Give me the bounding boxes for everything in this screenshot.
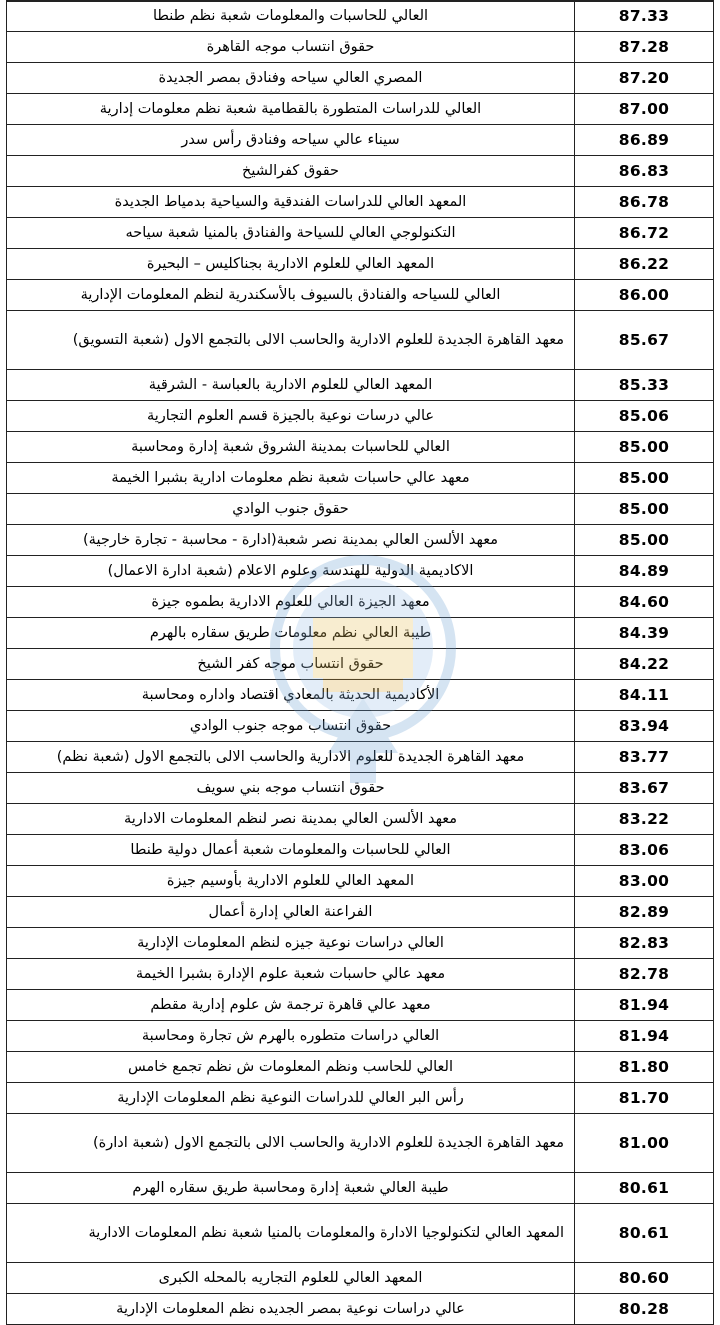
institute-name-cell: معهد القاهرة الجديدة للعلوم الادارية والحاسب الالى بالتجمع الاول (شعبة التسويق) [7, 311, 575, 370]
institute-name-cell: حقوق كفرالشيخ [7, 156, 575, 187]
institute-name-cell: عالي درسات نوعية بالجيزة قسم العلوم التجارية [7, 401, 575, 432]
score-cell: 85.00 [575, 432, 714, 463]
table-row [7, 1021, 714, 1052]
institute-name-cell: سيناء عالي سياحه وفنادق رأس سدر [7, 125, 575, 156]
score-cell: 83.06 [575, 835, 714, 866]
institute-name-cell: عالي دراسات نوعية بمصر الجديده نظم المعلومات الإدارية [7, 1294, 575, 1325]
table-row [7, 649, 714, 680]
institute-name-cell: العالي للحاسبات والمعلومات شعبة أعمال دولية طنطا [7, 835, 575, 866]
institute-name-cell: معهد عالي قاهرة ترجمة ش علوم إدارية مقطم [7, 990, 575, 1021]
score-cell: 81.94 [575, 1021, 714, 1052]
score-cell: 85.33 [575, 370, 714, 401]
score-cell: 80.28 [575, 1294, 714, 1325]
results-table-body [7, 1, 714, 1325]
table-row [7, 959, 714, 990]
table-row [7, 125, 714, 156]
table-row [7, 32, 714, 63]
score-cell: 83.94 [575, 711, 714, 742]
table-row [7, 63, 714, 94]
institute-name-cell: التكنولوجي العالي للسياحة والفنادق بالمنيا شعبة سياحه [7, 218, 575, 249]
table-row [7, 711, 714, 742]
table-row [7, 463, 714, 494]
table-row [7, 618, 714, 649]
table-row [7, 1083, 714, 1114]
institute-name-cell: العالي للحاسبات بمدينة الشروق شعبة إدارة ومحاسبة [7, 432, 575, 463]
institute-name-cell: معهد الألسن العالي بمدينة نصر لنظم المعلومات الادارية [7, 804, 575, 835]
institute-name-cell: حقوق انتساب موجه جنوب الوادي [7, 711, 575, 742]
table-row [7, 1263, 714, 1294]
table-row [7, 1, 714, 32]
score-cell: 85.00 [575, 494, 714, 525]
score-cell: 81.70 [575, 1083, 714, 1114]
table-row [7, 494, 714, 525]
table-row [7, 773, 714, 804]
table-row [7, 525, 714, 556]
table-row [7, 187, 714, 218]
institute-name-cell: العالي للحاسب ونظم المعلومات ش نظم تجمع خامس [7, 1052, 575, 1083]
score-cell: 82.89 [575, 897, 714, 928]
table-row [7, 432, 714, 463]
score-cell: 86.22 [575, 249, 714, 280]
score-cell: 80.61 [575, 1204, 714, 1263]
table-row [7, 1294, 714, 1325]
score-cell: 80.60 [575, 1263, 714, 1294]
score-cell: 85.00 [575, 525, 714, 556]
institute-name-cell: المعهد العالي لتكنولوجيا الادارة والمعلومات بالمنيا شعبة نظم المعلومات الادارية [7, 1204, 575, 1263]
table-row [7, 370, 714, 401]
table-row [7, 680, 714, 711]
institute-name-cell: حقوق جنوب الوادي [7, 494, 575, 525]
institute-name-cell: العالي للحاسبات والمعلومات شعبة نظم طنطا [7, 1, 575, 32]
table-row [7, 94, 714, 125]
table-row [7, 1204, 714, 1263]
score-cell: 83.22 [575, 804, 714, 835]
institute-name-cell: المعهد العالي للعلوم الادارية بجناكليس – البحيرة [7, 249, 575, 280]
table-row [7, 280, 714, 311]
institute-name-cell: المعهد العالي للعلوم الادارية بالعباسة - الشرقية [7, 370, 575, 401]
score-cell: 87.20 [575, 63, 714, 94]
institute-name-cell: الأكاديمية الحديثة بالمعادي اقتصاد واداره ومحاسبة [7, 680, 575, 711]
table-row [7, 401, 714, 432]
score-cell: 83.00 [575, 866, 714, 897]
table-row [7, 897, 714, 928]
table-row [7, 218, 714, 249]
institute-name-cell: العالي للدراسات المتطورة بالقطامية شعبة نظم معلومات إدارية [7, 94, 575, 125]
table-row [7, 1173, 714, 1204]
table-row [7, 742, 714, 773]
score-cell: 84.89 [575, 556, 714, 587]
score-cell: 83.77 [575, 742, 714, 773]
institute-name-cell: معهد القاهرة الجديدة للعلوم الادارية والحاسب الالى بالتجمع الاول (شعبة نظم) [7, 742, 575, 773]
score-cell: 85.00 [575, 463, 714, 494]
table-row [7, 587, 714, 618]
table-row [7, 928, 714, 959]
score-cell: 86.89 [575, 125, 714, 156]
institute-name-cell: طيبة العالي نظم معلومات طريق سقاره بالهرم [7, 618, 575, 649]
score-cell: 87.33 [575, 1, 714, 32]
score-cell: 84.60 [575, 587, 714, 618]
table-row [7, 866, 714, 897]
score-cell: 86.83 [575, 156, 714, 187]
table-row [7, 990, 714, 1021]
score-cell: 83.67 [575, 773, 714, 804]
institute-name-cell: معهد عالي حاسبات شعبة نظم معلومات ادارية بشبرا الخيمة [7, 463, 575, 494]
score-cell: 86.00 [575, 280, 714, 311]
table-row [7, 156, 714, 187]
institute-name-cell: معهد القاهرة الجديدة للعلوم الادارية والحاسب الالى بالتجمع الاول (شعبة ادارة) [7, 1114, 575, 1173]
table-row [7, 249, 714, 280]
institute-name-cell: الاكاديمية الدولية للهندسة وعلوم الاعلام (شعبة ادارة الاعمال) [7, 556, 575, 587]
institute-name-cell: الفراعنة العالي إدارة أعمال [7, 897, 575, 928]
score-cell: 87.00 [575, 94, 714, 125]
institute-name-cell: المصري العالي سياحه وفنادق بمصر الجديدة [7, 63, 575, 94]
score-cell: 82.83 [575, 928, 714, 959]
institute-name-cell: حقوق انتساب موجه القاهرة [7, 32, 575, 63]
score-cell: 81.00 [575, 1114, 714, 1173]
institute-name-cell: معهد الجيزة العالي للعلوم الادارية بطموه جيزة [7, 587, 575, 618]
score-cell: 85.06 [575, 401, 714, 432]
institute-name-cell: المعهد العالي للعلوم الادارية بأوسيم جيزة [7, 866, 575, 897]
table-row [7, 804, 714, 835]
table-row [7, 1114, 714, 1173]
score-cell: 84.39 [575, 618, 714, 649]
score-cell: 86.72 [575, 218, 714, 249]
institute-name-cell: رأس البر العالي للدراسات النوعية نظم المعلومات الإدارية [7, 1083, 575, 1114]
institute-name-cell: حقوق انتساب موجه كفر الشيخ [7, 649, 575, 680]
score-cell: 81.80 [575, 1052, 714, 1083]
table-row [7, 1052, 714, 1083]
institute-name-cell: معهد الألسن العالي بمدينة نصر شعبة(ادارة - محاسبة - تجارة خارجية) [7, 525, 575, 556]
score-cell: 84.22 [575, 649, 714, 680]
institute-name-cell: طيبة العالي شعبة إدارة ومحاسبة طريق سقاره الهرم [7, 1173, 575, 1204]
score-cell: 87.28 [575, 32, 714, 63]
institute-name-cell: العالي دراسات متطوره بالهرم ش تجارة ومحاسبة [7, 1021, 575, 1052]
institute-name-cell: المعهد العالي للدراسات الفندقية والسياحية بدمياط الجديدة [7, 187, 575, 218]
score-cell: 86.78 [575, 187, 714, 218]
institute-name-cell: المعهد العالي للعلوم التجاريه بالمحله الكبرى [7, 1263, 575, 1294]
score-cell: 82.78 [575, 959, 714, 990]
institute-name-cell: معهد عالي حاسبات شعبة علوم الإدارة بشبرا الخيمة [7, 959, 575, 990]
score-cell: 81.94 [575, 990, 714, 1021]
score-cell: 80.61 [575, 1173, 714, 1204]
institute-name-cell: العالي دراسات نوعية جيزه لنظم المعلومات الإدارية [7, 928, 575, 959]
results-table [6, 0, 714, 1325]
score-cell: 85.67 [575, 311, 714, 370]
table-row [7, 556, 714, 587]
institute-name-cell: حقوق انتساب موجه بني سويف [7, 773, 575, 804]
institute-name-cell: العالي للسياحه والفنادق بالسيوف بالأسكندرية لنظم المعلومات الإدارية [7, 280, 575, 311]
table-row [7, 835, 714, 866]
score-cell: 84.11 [575, 680, 714, 711]
table-row [7, 311, 714, 370]
